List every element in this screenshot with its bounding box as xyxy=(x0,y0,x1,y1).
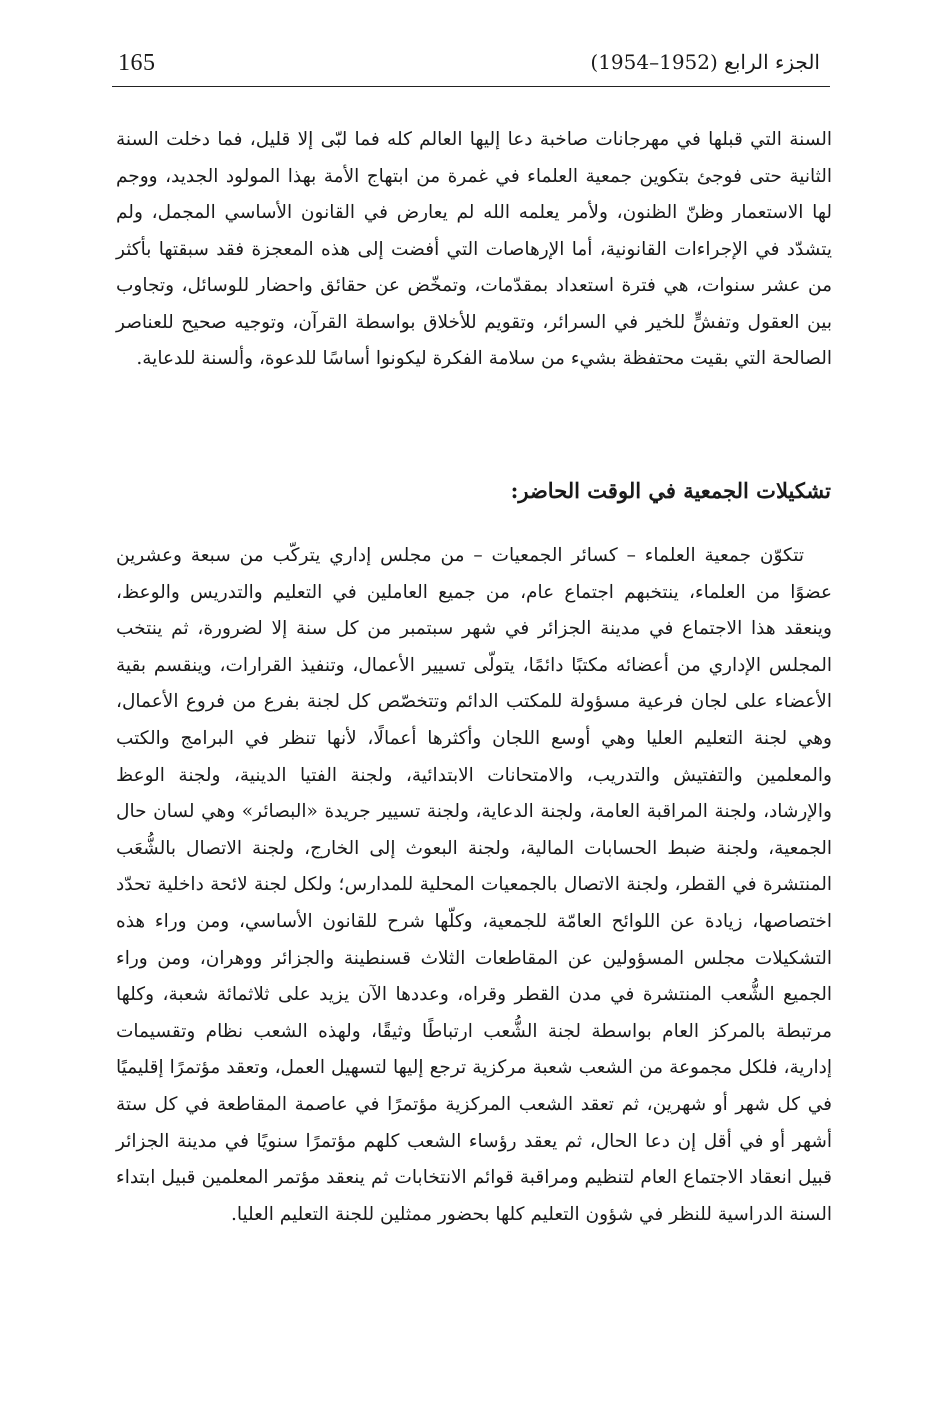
body-paragraph-1: السنة التي قبلها في مهرجانات صاخبة دعا إليها العالم كله فما لبّى إلا قليل، فما دخلت السنة الثانية حتى فوجئ بتكوين جمعية العلماء في غمرة من ابتهاج الأمة بهذا المولود الجديد، ووجم لها الاستعمار وظنّ الظنون، ولأمر يعلمه الله لم يعارض في القانون الأساسي المجمل، ولم يتشدّد في الإجراءات القانونية، أما الإرهاصات التي أفضت إلى هذه المعجزة فقد سبقتها بأكثر من عشر سنوات، هي فترة استعداد بمقدّمات، وتمخّض عن حقائق واحضار للوسائل، وتجاوب بين العقول وتفشٍّ للخير في السرائر، وتقويم للأخلاق بواسطة القرآن، وتوجيه صحيح للعناصر الصالحة التي بقيت محتفظة بشيء من سلامة الفكرة ليكونوا أساسًا للدعوة، وألسنة للدعاية. xyxy=(116,129,832,369)
page-number: 165 xyxy=(118,50,156,76)
page-header xyxy=(112,46,830,87)
section-heading: تشكيلات الجمعية في الوقت الحاضر: xyxy=(510,478,831,503)
running-head: الجزء الرابع (1952–1954) xyxy=(590,50,820,74)
body-paragraph-2: تتكوّن جمعية العلماء – كسائر الجمعيات – من مجلس إداري يتركّب من سبعة وعشرين عضوًا من العلماء، ينتخبهم اجتماع عام، من جميع العاملين في التعليم والتدريس والوعظ، وينعقد هذا الاجتماع في مدينة الجزائر في شهر سبتمبر من كل سنة إلا لضرورة، ثم ينتخب المجلس الإداري من أعضائه مكتبًا دائمًا، يتولّى تسيير الأعمال، وتنفيذ القرارات، وينقسم بقية الأعضاء على لجان فرعية مسؤولة للمكتب الدائم وتتخصّص كل لجنة بفرع من فروع الأعمال، وهي لجنة التعليم العليا وهي أوسع اللجان وأكثرها أعمالًا، لأنها تنظر في البرامج والكتب والمعلمين والتفتيش والتدريب، والامتحانات الابتدائية، ولجنة الفتيا الدينية، ولجنة الوعظ والإرشاد، ولجنة المراقبة العامة، ولجنة الدعاية، ولجنة تسيير جريدة «البصائر» وهي لسان حال الجمعية، ولجنة ضبط الحسابات المالية، ولجنة البعوث إلى الخارج، ولجنة الاتصال بالشُّعَب المنتشرة في القطر، ولجنة الاتصال بالجمعيات المحلية للمدارس؛ ولكل لجنة لائحة داخلية تحدّد اختصاصها، زيادة عن اللوائح العامّة للجمعية، وكلّها شرح للقانون الأساسي، ومن وراء هذه التشكيلات مجلس المسؤولين عن المقاطعات الثلاث قسنطينة والجزائر ووهران، ومن وراء الجميع الشُّعب المنتشرة في مدن القطر وقراه، وعددها الآن يزيد على ثلاثمائة شعبة، وكلها مرتبطة بالمركز العام بواسطة لجنة الشُّعب ارتباطًا وثيقًا، ولهذه الشعب نظام وتقسيمات إدارية، فلكل مجموعة من الشعب شعبة مركزية ترجع إليها لتسهيل العمل، وتعقد مؤتمرًا إقليميًا في كل شهر أو شهرين، ثم تعقد الشعب المركزية مؤتمرًا في عاصمة المقاطعة في كل ستة أشهر أو في أقل إن دعا الحال، ثم يعقد رؤساء الشعب كلهم مؤتمرًا سنويًا في مدينة الجزائر قبيل انعقاد الاجتماع العام لتنظيم ومراقبة قوائم الانتخابات ثم ينعقد مؤتمر المعلمين قبيل ابتداء السنة الدراسية للنظر في شؤون التعليم كلها بحضور ممثلين للجنة التعليم العليا. xyxy=(116,545,833,1225)
